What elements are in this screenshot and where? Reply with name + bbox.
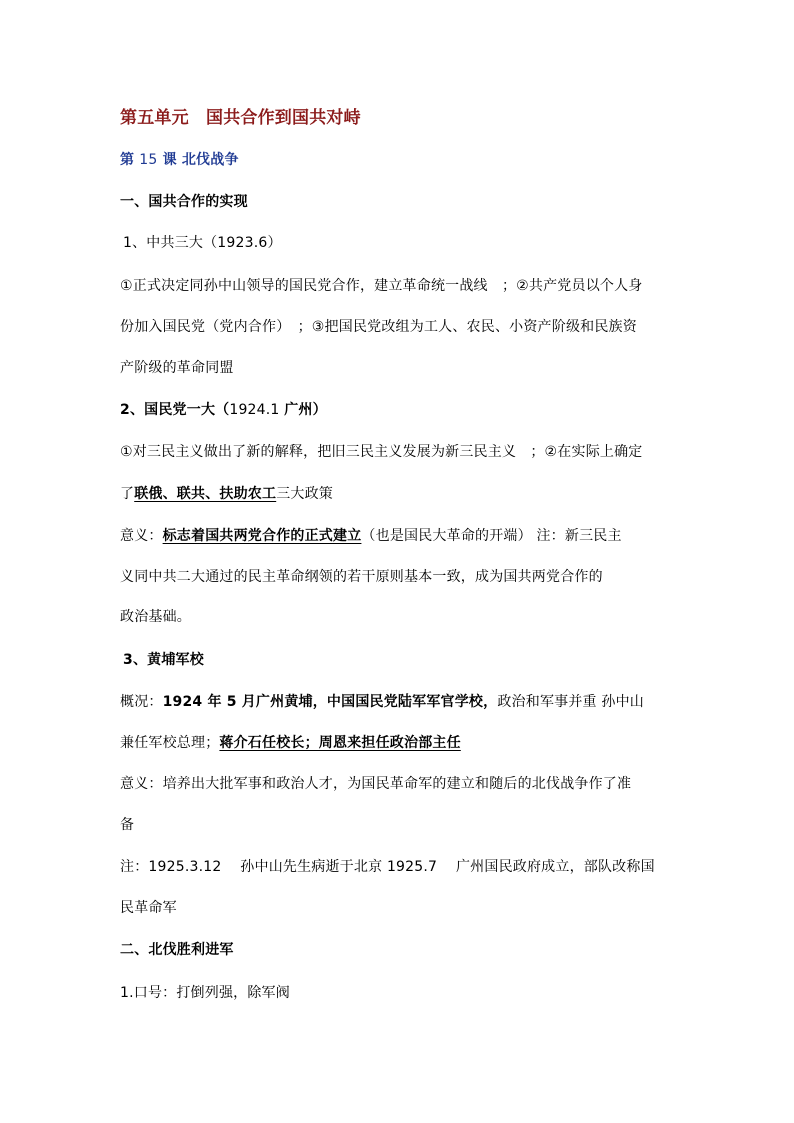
- item-2-line-2-post: 三大政策: [276, 486, 334, 502]
- overview-line-2-emphasis: 蒋介石任校长；周恩来担任政治部主任: [219, 735, 461, 751]
- overview-rest: 政治和军事并重 孙中山: [497, 694, 644, 710]
- item-3-overview-line-2: [120, 733, 680, 753]
- section-heading-2: 二、北伐胜利进军: [120, 942, 234, 958]
- item-3-meaning-line-1: 意义：培养出大批军事和政治人才，为国民革命军的建立和随后的北伐战争作了准: [120, 776, 632, 792]
- item-3-meaning-line-2: 备: [120, 817, 135, 833]
- meaning-label: 意义：: [120, 528, 163, 544]
- item-2-title: [120, 400, 680, 420]
- lesson-prefix: 第: [120, 152, 140, 168]
- item-2-title-date: 1924.1: [229, 402, 285, 418]
- item-3-overview-line-1: [120, 692, 680, 712]
- item-1-line-3: 产阶级的革命同盟: [120, 360, 234, 376]
- item-2-meaning-line-2: 义同中共二大通过的民主革命纲领的若干原则基本一致，成为国共两党合作的: [120, 569, 603, 585]
- meaning-rest: （也是国民大革命的开端） 注：新三民主: [361, 528, 622, 544]
- unit-title: 第五单元 国共合作到国共对峙: [120, 108, 361, 128]
- item-2-line-2: [120, 484, 680, 504]
- overview-line-2-pre: 兼任军校总理；: [120, 735, 220, 751]
- section-heading-1: 一、国共合作的实现: [120, 194, 248, 210]
- item-3-note-line-2: 民革命军: [120, 900, 177, 916]
- item-1-line-1: ①正式决定同孙中山领导的国民党合作，建立革命统一战线 ；②共产党员以个人身: [120, 278, 643, 294]
- overview-label: 概况：: [120, 694, 163, 710]
- three-policies-text: 联俄、联共、扶助农工: [134, 486, 277, 502]
- meaning-emphasis: 标志着国共两党合作的正式建立: [162, 528, 362, 544]
- item-2-line-1: ①对三民主义做出了新的解释，把旧三民主义发展为新三民主义 ；②在实际上确定: [120, 444, 643, 460]
- item-2-title-place: 广州）: [284, 402, 327, 418]
- lesson-name: 课 北伐战争: [157, 152, 239, 168]
- item-2-meaning-line-3: 政治基础。: [120, 609, 191, 625]
- item-2-line-2-pre: 了: [120, 486, 135, 502]
- overview-bold: 1924 年 5 月广州黄埔，中国国民党陆军军官学校，: [162, 694, 498, 710]
- item-3-note-line-1: 注：1925.3.12 孙中山先生病逝于北京 1925.7 广州国民政府成立，部队改称国: [120, 859, 655, 875]
- item-3-title: 3、黄埔军校: [123, 652, 204, 668]
- item-1-line-2: 份加入国民党（党内合作） ；③把国民党改组为工人、农民、小资产阶级和民族资: [120, 319, 637, 335]
- lesson-title: [120, 150, 680, 170]
- item-1-title: 1、中共三大（1923.6）: [123, 235, 282, 251]
- section-2-item-1: 1.口号：打倒列强，除军阀: [120, 985, 290, 1001]
- item-2-meaning-line-1: [120, 526, 680, 546]
- lesson-number: 15: [139, 152, 158, 168]
- item-2-title-prefix: 2、国民党一大（: [120, 402, 230, 418]
